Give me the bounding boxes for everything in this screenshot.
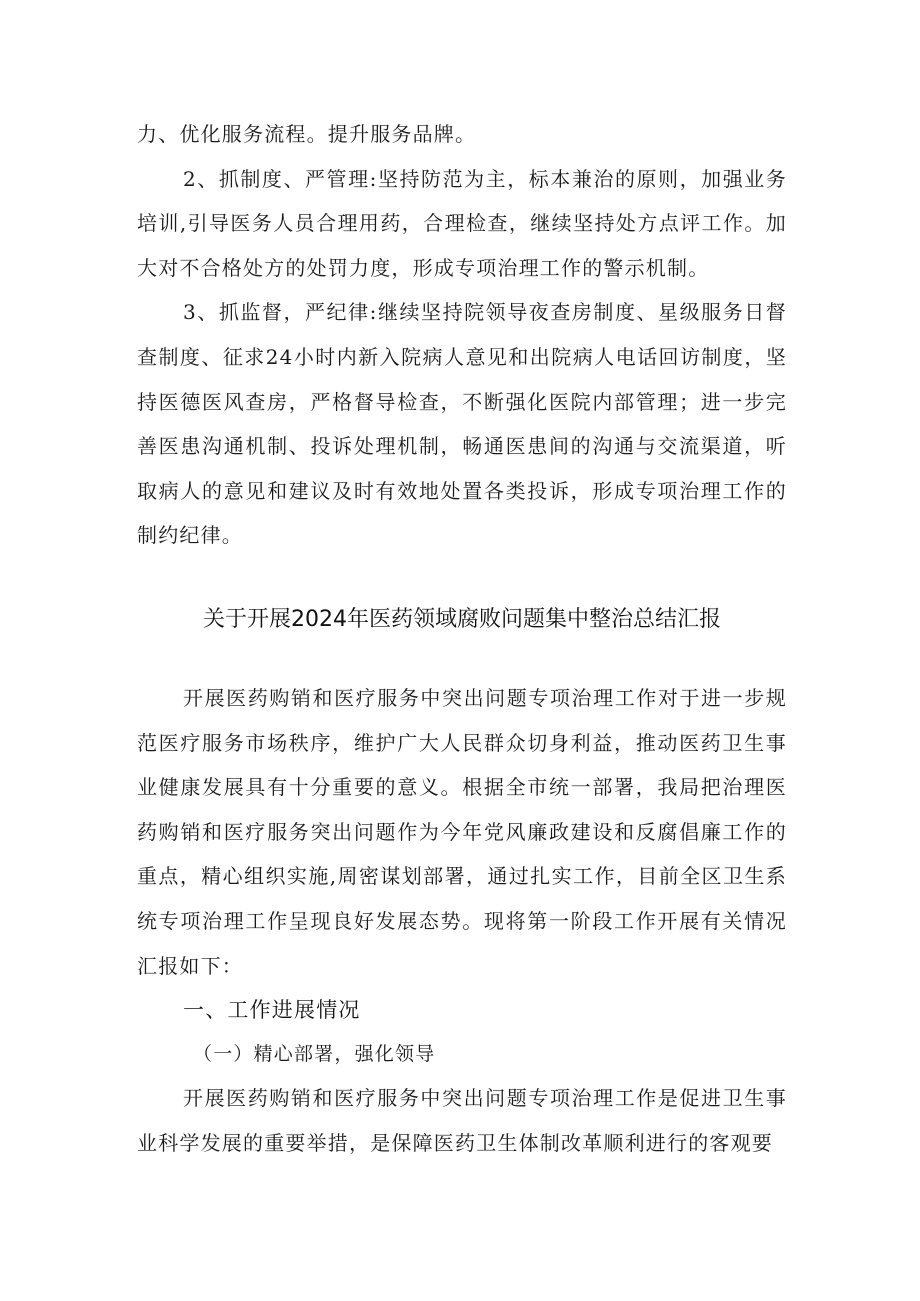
continuation-paragraph: 力、优化服务流程。提升服务品牌。 (137, 122, 477, 146)
section-1-heading: 一、工作进展情况 (183, 998, 361, 1023)
item-3-paragraph: 3、抓监督，严纪律:继续坚持院领导夜查房制度、星级服务日督查制度、征求24小时内新入院病人意见和出院病人电话回访制度，坚持医德医风查房，严格督导检查，不断强化医院内部管理；进一步完善医患沟通机制、投诉处理机制，畅通医患间的沟通与交流渠道，听取病人的意见和建议及时有效地处置各类投诉，形成专项治理工作的制约纪律。 (137, 300, 787, 548)
subsection-1-paragraph: 开展医药购销和医疗服务中突出问题专项治理工作是促进卫生事业科学发展的重要举措，是保障医药卫生体制改革顺利进行的客观要 (137, 1086, 787, 1155)
document-title: 关于开展2024年医药领域腐败问题集中整治总结汇报 (203, 606, 721, 632)
intro-paragraph: 开展医药购销和医疗服务中突出问题专项治理工作对于进一步规范医疗服务市场秩序，维护广大人民群众切身利益，推动医药卫生事业健康发展具有十分重要的意义。根据全市统一部署，我局把治理医药购销和医疗服务突出问题作为今年党风廉政建设和反腐倡廉工作的重点，精心组织实施,周密谋划部署，通过扎实工作，目前全区卫生系统专项治理工作呈现良好发展态势。现将第一阶段工作开展有关情况汇报如下： (137, 685, 787, 978)
item-2-paragraph: 2、抓制度、严管理:坚持防范为主，标本兼治的原则，加强业务培训,引导医务人员合理用药，合理检查，继续坚持处方点评工作。加大对不合格处方的处罚力度，形成专项治理工作的警示机制。 (137, 166, 787, 280)
subsection-1-heading: （一）精心部署，强化领导 (193, 1043, 436, 1066)
document-body (137, 112, 787, 1165)
